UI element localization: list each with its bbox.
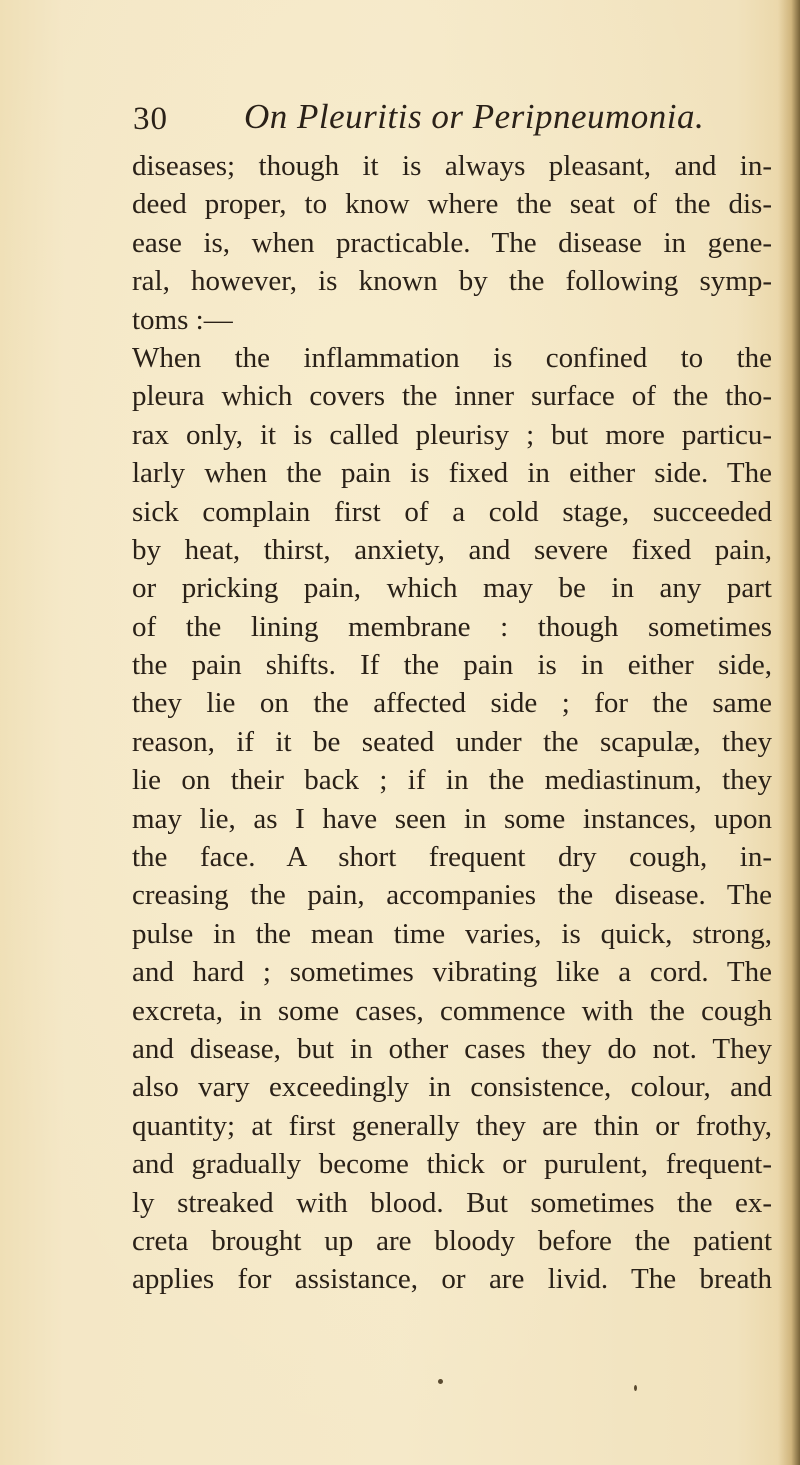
- text-line: ly streaked with blood. But sometimes the ex-: [132, 1186, 772, 1219]
- page-edge-shadow: [778, 0, 800, 1465]
- text-line: the face. A short frequent dry cough, in-: [132, 841, 772, 874]
- text-line: or pricking pain, which may be in any part: [132, 572, 772, 605]
- paper-speck: [438, 1379, 443, 1384]
- text-line: may lie, as I have seen in some instances, upon: [132, 802, 772, 835]
- text-line: of the lining membrane : though sometimes: [132, 610, 772, 643]
- text-line: ease is, when practicable. The disease in gene-: [132, 226, 772, 259]
- text-line: sick complain first of a cold stage, succeeded: [132, 495, 772, 528]
- text-line: lie on their back ; if in the mediastinum, they: [132, 764, 772, 797]
- text-line: by heat, thirst, anxiety, and severe fixed pain,: [132, 533, 772, 566]
- body-text: [132, 147, 772, 1299]
- text-line: applies for assistance, or are livid. The breath: [132, 1263, 772, 1296]
- page-number: 30: [133, 101, 168, 137]
- text-line: and disease, but in other cases they do not. They: [132, 1032, 772, 1065]
- text-line: excreta, in some cases, commence with the cough: [132, 994, 772, 1027]
- text-line: diseases; though it is always pleasant, and in-: [132, 150, 772, 182]
- text-line: they lie on the affected side ; for the same: [132, 687, 772, 720]
- text-line: larly when the pain is fixed in either side. The: [132, 457, 772, 490]
- text-line: creasing the pain, accompanies the disease. The: [132, 879, 772, 912]
- text-line: quantity; at first generally they are thin or frothy,: [132, 1109, 772, 1142]
- running-title: On Pleuritis or Peripneumonia.: [244, 97, 705, 136]
- text-line: pleura which covers the inner surface of the tho-: [132, 380, 772, 413]
- text-line: creta brought up are bloody before the patient: [132, 1224, 772, 1257]
- text-line: reason, if it be seated under the scapulæ, they: [132, 725, 772, 758]
- text-line: and gradually become thick or purulent, frequent-: [132, 1148, 772, 1181]
- text-line: and hard ; sometimes vibrating like a cord. The: [132, 956, 772, 989]
- text-line: pulse in the mean time varies, is quick, strong,: [132, 917, 772, 950]
- text-line: rax only, it is called pleurisy ; but more particu-: [132, 418, 772, 451]
- running-head: [0, 0, 800, 140]
- text-line: the pain shifts. If the pain is in either side,: [132, 649, 772, 682]
- text-line: deed proper, to know where the seat of the dis-: [132, 188, 772, 221]
- text-line: toms :—: [132, 303, 233, 336]
- text-line: When the inflammation is confined to the: [132, 341, 772, 374]
- paper-speck: [634, 1385, 637, 1391]
- text-line: ral, however, is known by the following symp-: [132, 265, 772, 298]
- text-line: also vary exceedingly in consistence, colour, and: [132, 1071, 772, 1104]
